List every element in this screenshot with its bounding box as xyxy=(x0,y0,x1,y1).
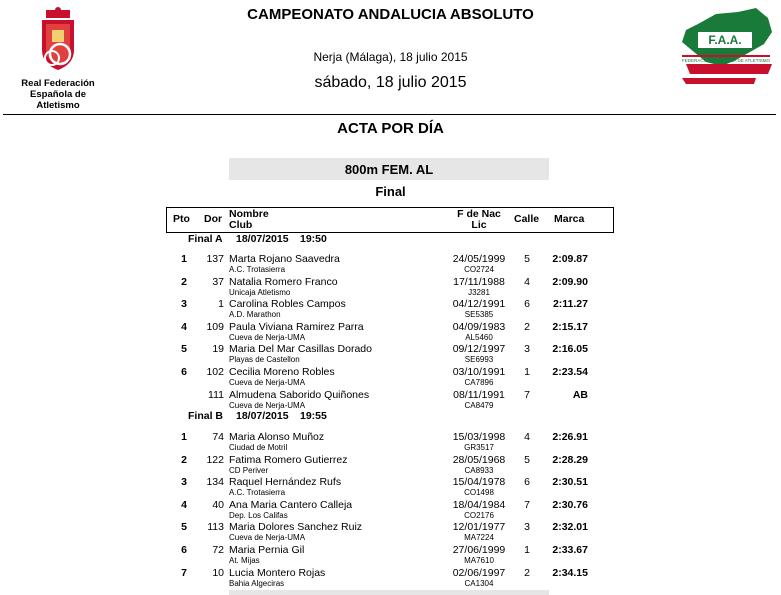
cell-name: Ana Maria Cantero Calleja xyxy=(229,499,353,511)
cell-lic: CO1498 xyxy=(464,488,494,497)
cell-pto: 4 xyxy=(181,321,187,333)
day-date: sábado, 18 julio 2015 xyxy=(314,74,467,91)
cell-lic: GR3517 xyxy=(464,443,494,452)
group-time: 19:50 xyxy=(300,233,327,245)
cell-marca: 2:30.76 xyxy=(552,499,588,511)
results-header xyxy=(166,207,614,233)
cell-name: Carolina Robles Campos xyxy=(229,298,346,310)
col-nombre: Nombre xyxy=(229,208,269,220)
cell-club: Unicaja Atletismo xyxy=(229,288,291,297)
round-name: Final xyxy=(375,184,406,199)
cell-fnac: 17/11/1988 xyxy=(453,276,505,288)
cell-pto: 5 xyxy=(181,521,187,533)
table-row xyxy=(0,432,781,454)
cell-calle: 4 xyxy=(524,431,530,443)
cell-marca: 2:30.51 xyxy=(552,476,588,488)
table-row xyxy=(0,455,781,477)
cell-calle: 3 xyxy=(524,521,530,533)
cell-pto: 4 xyxy=(181,499,187,511)
cell-marca: 2:09.90 xyxy=(552,276,588,288)
cell-club: At. Mijas xyxy=(229,556,260,565)
cell-lic: CA8933 xyxy=(464,466,494,475)
cell-club: Playas de Castellon xyxy=(229,355,300,364)
cell-lic: CO2176 xyxy=(464,511,494,520)
header-divider xyxy=(3,114,776,115)
cell-lic: CA7896 xyxy=(464,378,494,387)
cell-dor: 111 xyxy=(208,389,224,401)
cell-fnac: 28/05/1968 xyxy=(452,454,506,466)
cell-name: Maria Alonso Muñoz xyxy=(229,431,325,443)
cell-name: Almudena Saborido Quiñones xyxy=(229,389,370,401)
table-row xyxy=(0,390,781,412)
cell-lic: CA8479 xyxy=(464,401,494,410)
cell-dor: 72 xyxy=(212,544,224,556)
cell-pto: 5 xyxy=(181,343,187,355)
cell-name: Natalia Romero Franco xyxy=(229,276,338,288)
group-label: Final A xyxy=(188,233,223,245)
cell-name: Lucia Montero Rojas xyxy=(229,567,326,579)
faa-logo-label: F.A.A. xyxy=(708,33,742,47)
cell-lic: CO2724 xyxy=(464,265,494,274)
cell-dor: 19 xyxy=(212,343,224,355)
cell-dor: 10 xyxy=(212,567,224,579)
cell-marca: 2:28.29 xyxy=(552,454,588,466)
cell-marca: 2:09.87 xyxy=(552,253,588,265)
cell-pto: 1 xyxy=(181,431,187,443)
cell-pto: 7 xyxy=(181,567,187,579)
cell-pto: 2 xyxy=(181,276,187,288)
report-title: ACTA POR DÍA xyxy=(337,120,444,137)
table-row xyxy=(0,277,781,299)
table-row xyxy=(0,477,781,499)
cell-dor: 109 xyxy=(206,321,224,333)
table-row xyxy=(0,254,781,276)
event-name: 800m FEM. AL xyxy=(229,158,549,180)
cell-lic: SE5385 xyxy=(464,310,494,319)
cell-fnac: 15/03/1998 xyxy=(452,431,506,443)
cell-club: Bahia Algeciras xyxy=(229,579,285,588)
cell-fnac: 27/06/1999 xyxy=(452,544,506,556)
cell-marca: 2:34.15 xyxy=(552,567,588,579)
cell-dor: 74 xyxy=(212,431,224,443)
cell-club: Cueva de Nerja-UMA xyxy=(229,401,306,410)
cell-fnac: 04/09/1983 xyxy=(452,321,506,333)
cell-club: CD Periver xyxy=(229,466,269,475)
cell-pto: 3 xyxy=(181,298,187,310)
cell-calle: 3 xyxy=(524,343,530,355)
cell-calle: 7 xyxy=(524,499,530,511)
cell-pto: 2 xyxy=(181,454,187,466)
cell-dor: 113 xyxy=(207,521,224,533)
cell-pto: 3 xyxy=(181,476,187,488)
rfea-name-line2: Española de Atletismo xyxy=(30,89,86,111)
cell-fnac: 04/12/1991 xyxy=(452,298,506,310)
cell-name: Fatima Romero Gutierrez xyxy=(229,454,348,466)
cell-dor: 40 xyxy=(212,499,224,511)
cell-calle: 2 xyxy=(524,567,530,579)
cell-club: Ciudad de Motril xyxy=(229,443,288,452)
footer-bar xyxy=(229,590,549,595)
cell-marca: 2:15.17 xyxy=(552,321,588,333)
cell-dor: 102 xyxy=(206,366,224,378)
cell-club: Dep. Los Califas xyxy=(229,511,288,520)
cell-pto: 6 xyxy=(181,366,187,378)
cell-club: A.C. Trotasierra xyxy=(229,265,286,274)
cell-marca: 2:26.91 xyxy=(552,431,588,443)
cell-calle: 5 xyxy=(524,454,530,466)
col-fnac: F de Nac xyxy=(457,208,501,220)
cell-pto: 6 xyxy=(181,544,187,556)
cell-calle: 1 xyxy=(524,366,530,378)
cell-calle: 7 xyxy=(524,389,530,401)
cell-club: A.C. Trotasierra xyxy=(229,488,286,497)
cell-fnac: 24/05/1999 xyxy=(452,253,506,265)
cell-lic: SE6993 xyxy=(464,355,494,364)
cell-club: A.D. Marathon xyxy=(229,310,281,319)
col-marca: Marca xyxy=(554,213,585,225)
table-row xyxy=(0,500,781,522)
col-pto: Pto xyxy=(173,213,190,225)
cell-name: Maria Del Mar Casillas Dorado xyxy=(229,343,372,355)
cell-calle: 1 xyxy=(524,544,530,556)
cell-lic: AL5460 xyxy=(465,333,493,342)
cell-dor: 137 xyxy=(206,253,224,265)
cell-fnac: 12/01/1977 xyxy=(452,521,506,533)
cell-marca: 2:23.54 xyxy=(552,366,588,378)
cell-calle: 5 xyxy=(524,253,530,265)
cell-pto: 1 xyxy=(181,253,187,265)
cell-name: Maria Dolores Sanchez Ruiz xyxy=(229,521,363,533)
group-date: 18/07/2015 xyxy=(236,233,289,245)
cell-name: Raquel Hernández Rufs xyxy=(229,476,342,488)
col-club: Club xyxy=(229,219,253,231)
cell-calle: 6 xyxy=(524,476,530,488)
cell-club: Cueva de Nerja-UMA xyxy=(229,533,306,542)
col-lic: Lic xyxy=(471,219,487,231)
cell-fnac: 03/10/1991 xyxy=(452,366,506,378)
venue-date: Nerja (Málaga), 18 julio 2015 xyxy=(313,50,468,64)
cell-fnac: 09/12/1997 xyxy=(452,343,506,355)
cell-calle: 6 xyxy=(524,298,530,310)
cell-calle: 4 xyxy=(524,276,530,288)
cell-dor: 1 xyxy=(218,298,224,310)
cell-name: Paula Viviana Ramirez Parra xyxy=(229,321,364,333)
col-dor: Dor xyxy=(204,213,223,225)
cell-fnac: 08/11/1991 xyxy=(453,389,505,401)
table-row xyxy=(0,568,781,590)
cell-fnac: 15/04/1978 xyxy=(452,476,506,488)
cell-name: Marta Rojano Saavedra xyxy=(229,253,340,265)
cell-club: Cueva de Nerja-UMA xyxy=(229,378,306,387)
table-row xyxy=(0,545,781,567)
page-title: CAMPEONATO ANDALUCIA ABSOLUTO xyxy=(247,6,534,23)
cell-marca: AB xyxy=(572,389,588,401)
cell-calle: 2 xyxy=(524,321,530,333)
cell-marca: 2:16.05 xyxy=(552,343,588,355)
group-label: Final B xyxy=(188,410,224,422)
cell-dor: 37 xyxy=(212,276,224,288)
table-row xyxy=(0,322,781,344)
group-date: 18/07/2015 xyxy=(236,410,289,422)
cell-lic: MA7224 xyxy=(464,533,494,542)
table-row xyxy=(0,344,781,366)
cell-club: Cueva de Nerja-UMA xyxy=(229,333,306,342)
cell-marca: 2:33.67 xyxy=(552,544,588,556)
rfea-name-line1: Real Federación xyxy=(21,78,95,89)
table-row xyxy=(0,299,781,321)
cell-fnac: 02/06/1997 xyxy=(452,567,506,579)
cell-lic: J3281 xyxy=(468,288,490,297)
group-time: 19:55 xyxy=(300,410,327,422)
cell-marca: 2:32.01 xyxy=(552,521,588,533)
faa-logo-sub: FEDERACIÓN ANDALUZA DE ATLETISMO xyxy=(682,58,770,63)
cell-lic: MA7610 xyxy=(464,556,494,565)
table-row xyxy=(0,522,781,544)
cell-name: Cecilia Moreno Robles xyxy=(229,366,335,378)
table-row xyxy=(0,367,781,389)
cell-lic: CA1304 xyxy=(464,579,494,588)
cell-marca: 2:11.27 xyxy=(552,298,588,310)
cell-fnac: 18/04/1984 xyxy=(452,499,506,511)
cell-dor: 134 xyxy=(206,476,224,488)
cell-dor: 122 xyxy=(206,454,224,466)
col-calle: Calle xyxy=(514,213,540,225)
cell-name: Maria Pernia Gil xyxy=(229,544,305,556)
